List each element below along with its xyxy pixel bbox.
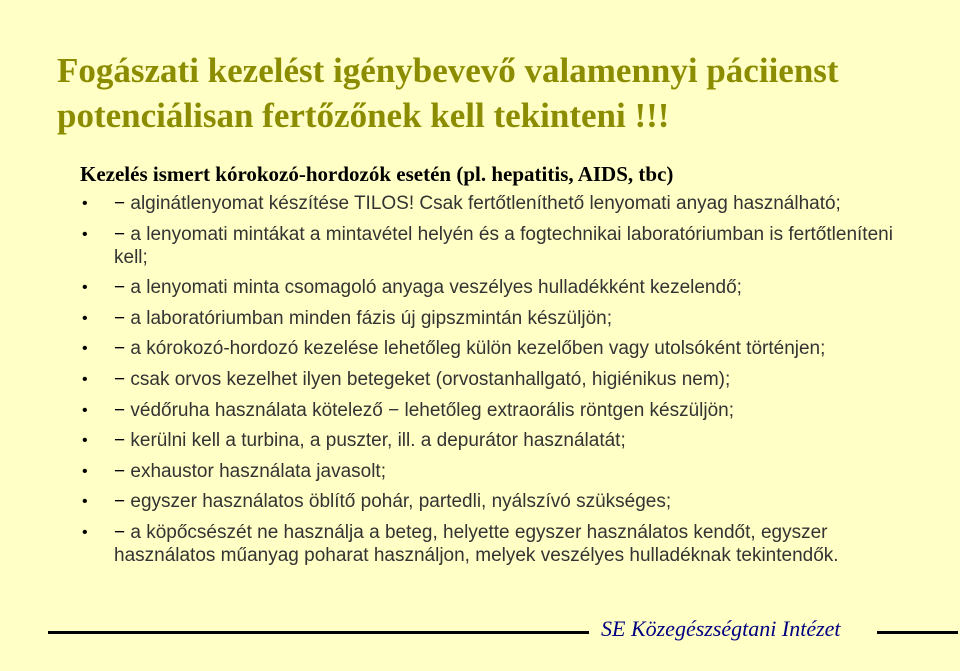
list-item-text: kerülni kell a turbina, a puszter, ill. a depurátor használatát; (130, 430, 626, 452)
dash-icon: − (114, 277, 126, 299)
bullet-icon: • (82, 279, 88, 297)
list-item (0, 276, 960, 299)
list-item-text: egyszer használatos öblítő pohár, partedli, nyálszívó szükséges; (130, 491, 672, 513)
list-item-text: a köpőcsészét ne használja a beteg, helyette egyszer használatos kendőt, egyszer használatos műanyag poharat használjon, melyek veszélyes hulladéknak tekintendők. (114, 521, 839, 566)
bullet-icon: • (82, 370, 88, 388)
list-item (0, 490, 960, 513)
dash-icon: − (114, 399, 126, 421)
subheading: Kezelés ismert kórokozó-hordozók esetén (pl. hepatitis, AIDS, tbc) (80, 162, 674, 186)
bullet-icon: • (82, 309, 88, 327)
dash-icon: − (114, 193, 126, 214)
list-item (0, 521, 960, 567)
dash-icon: − (114, 307, 126, 329)
list-item (0, 429, 960, 452)
bullet-icon: • (82, 340, 88, 358)
bullet-icon: • (82, 523, 88, 541)
list-item (0, 368, 960, 391)
list-item-text: alginátlenyomat készítése TILOS! Csak fertőtleníthető lenyomati anyag használható; (130, 193, 841, 214)
bullet-icon: • (82, 432, 88, 450)
list-item-text: a kórokozó-hordozó kezelése lehetőleg külön kezelőben vagy utolsóként történjen; (130, 338, 826, 360)
dash-icon: − (114, 338, 126, 360)
dash-icon: − (114, 430, 126, 452)
dash-icon: − (114, 491, 126, 513)
list-item (0, 337, 960, 360)
bullet-icon: • (82, 462, 88, 480)
page-title: Fogászati kezelést igénybevevő valamennyi páciienst potenciálisan fertőzőnek kell tekinteni !!! (57, 51, 839, 135)
list-item-text: a laboratóriumban minden fázis új gipszmintán készüljön; (130, 307, 612, 329)
bullet-list (0, 192, 960, 575)
bullet-icon: • (82, 225, 88, 243)
list-item-text: a lenyomati mintákat a mintavétel helyén és a fogtechnikai laboratóriumban is fertőtleníteni kell; (114, 223, 893, 268)
bullet-icon: • (82, 195, 88, 212)
list-item (0, 223, 960, 269)
list-item-text: védőruha használata kötelező − lehetőleg extraorális röntgen készüljön; (130, 399, 735, 421)
dash-icon: − (114, 223, 126, 245)
dash-icon: − (114, 521, 126, 543)
list-item (0, 192, 960, 215)
list-item-text: csak orvos kezelhet ilyen betegeket (orvostanhallgató, higiénikus nem); (130, 368, 731, 390)
footer-rule-left (48, 631, 589, 634)
dash-icon: − (114, 460, 126, 482)
bullet-icon: • (82, 401, 88, 419)
list-item-text: a lenyomati minta csomagoló anyaga veszélyes hulladékként kezelendő; (130, 277, 742, 299)
list-item (0, 399, 960, 422)
footer-rule-right (877, 631, 958, 634)
list-item (0, 460, 960, 483)
footer-institute: SE Közegészségtani Intézet (601, 616, 841, 641)
dash-icon: − (114, 368, 126, 390)
list-item (0, 307, 960, 330)
bullet-icon: • (82, 493, 88, 511)
list-item-text: exhaustor használata javasolt; (130, 460, 386, 482)
